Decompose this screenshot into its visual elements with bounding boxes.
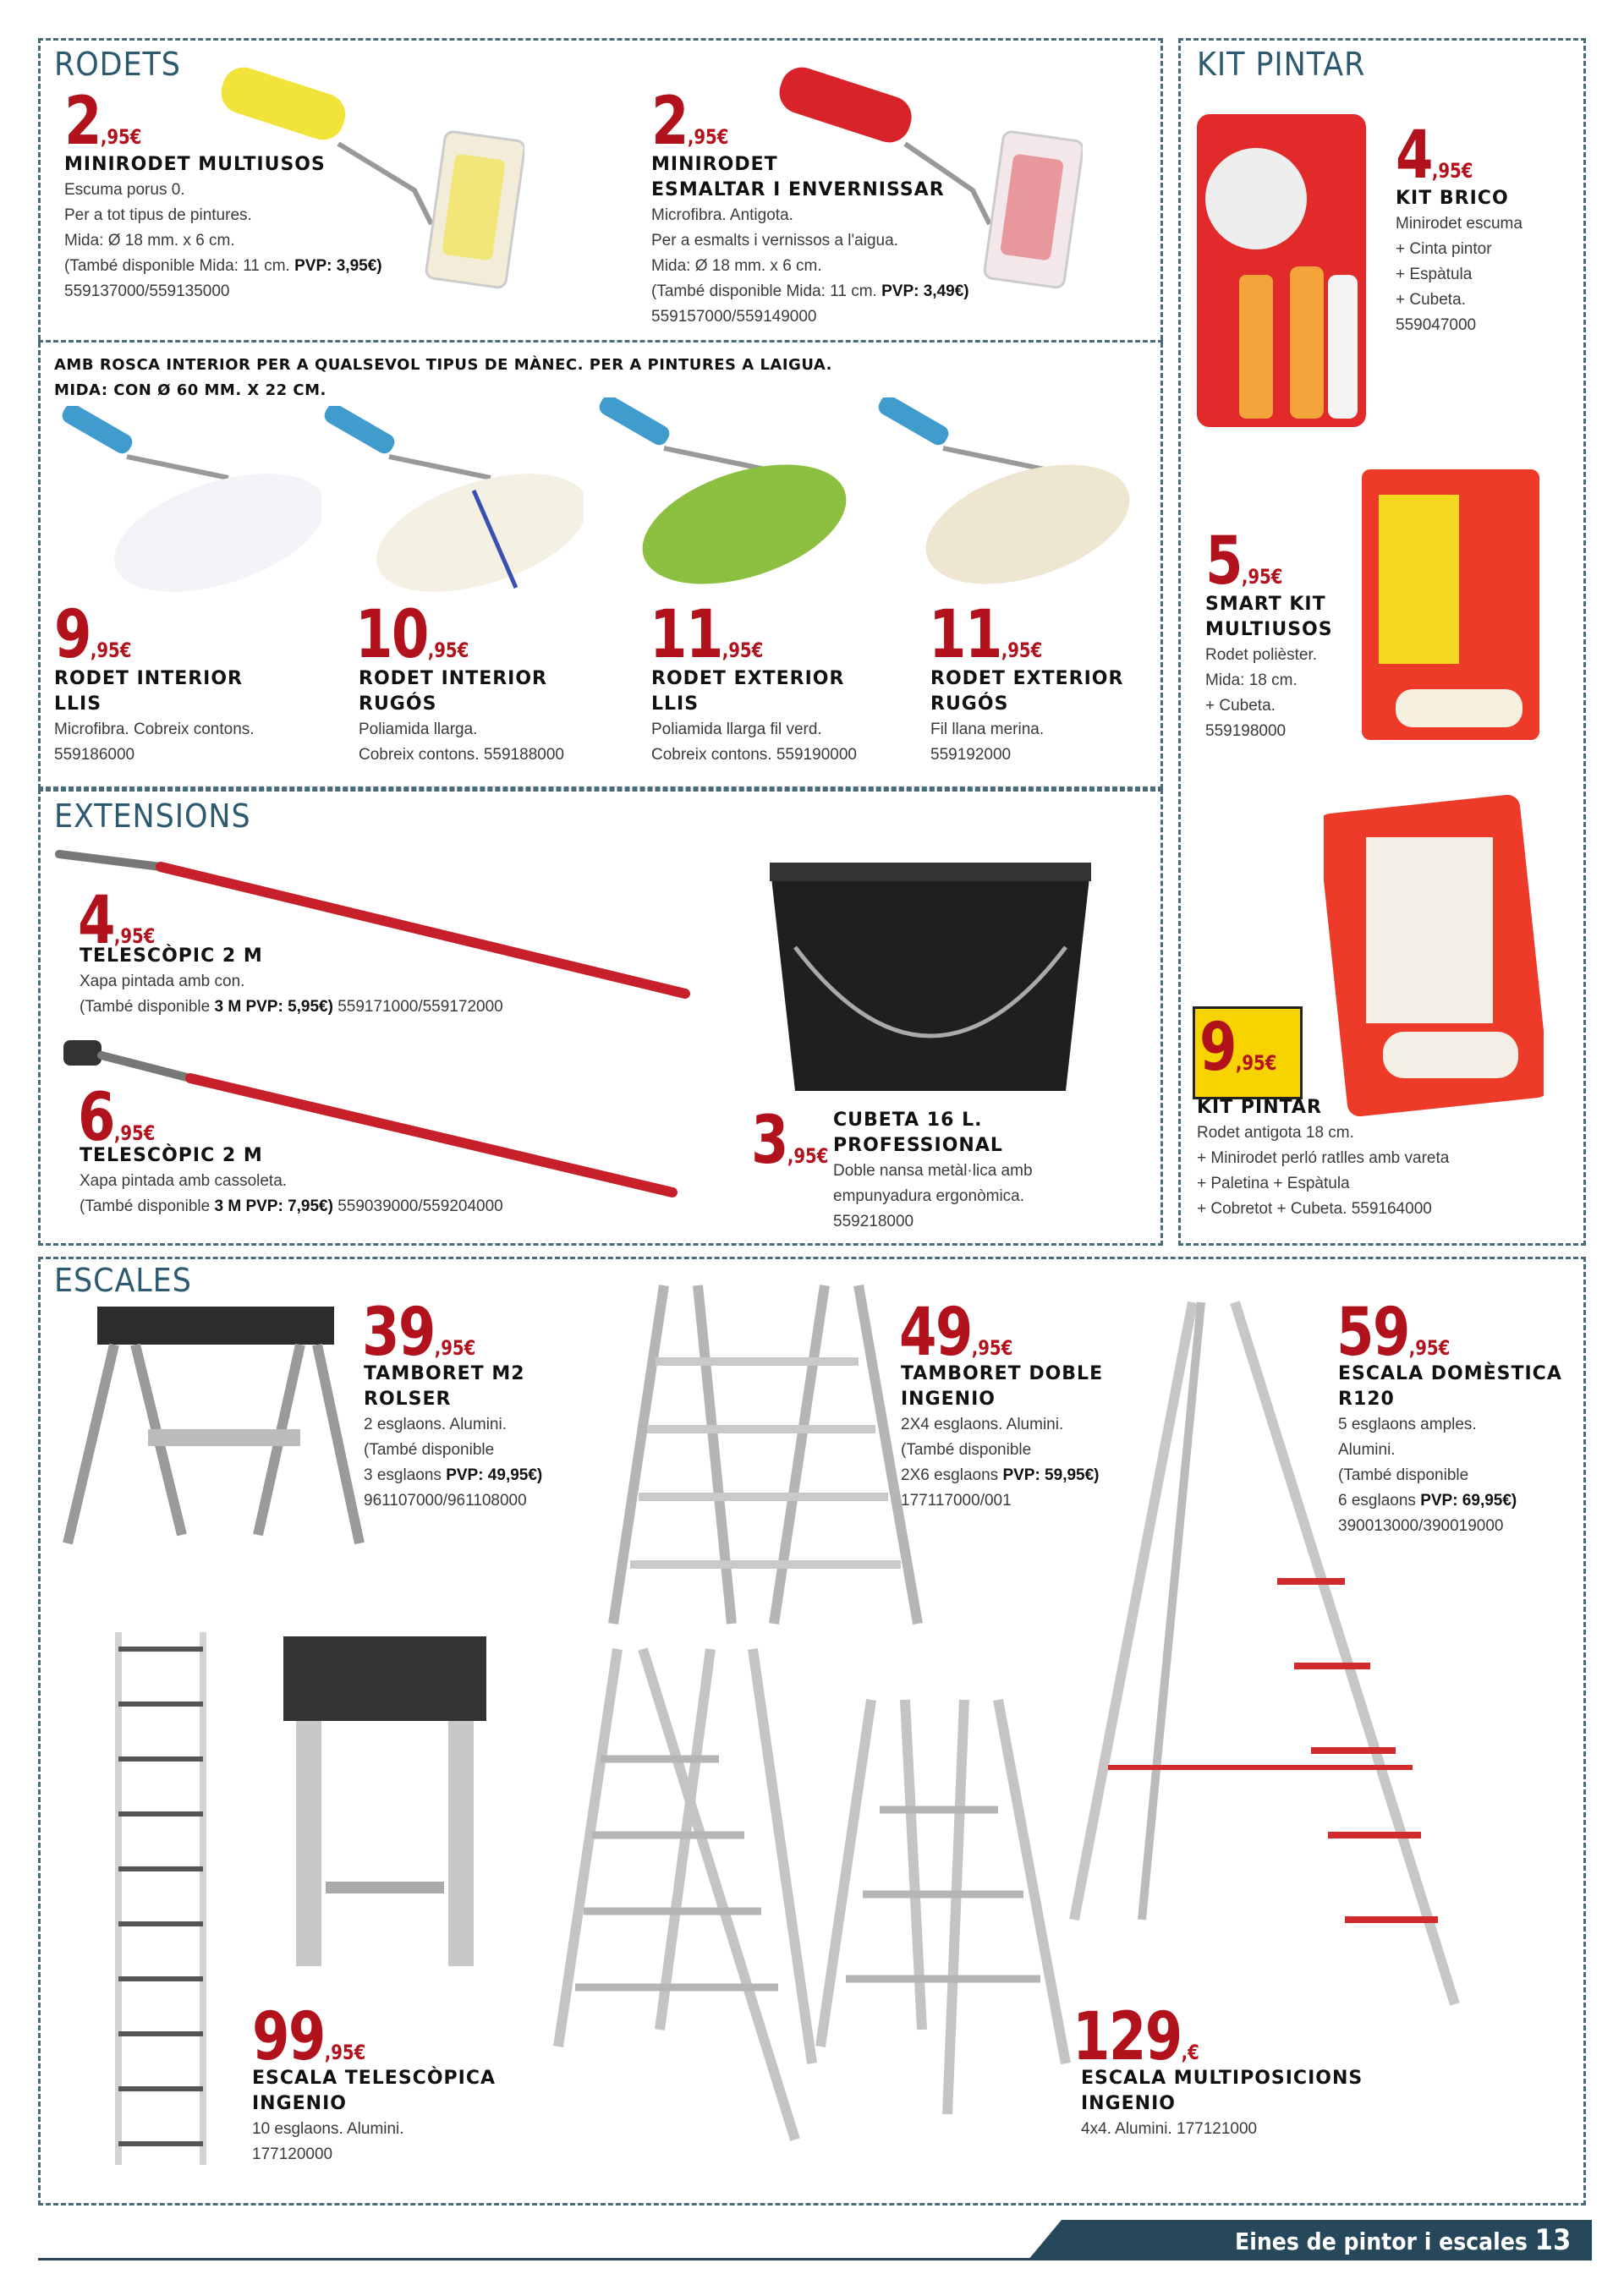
price-smart-kit: 5,95€ (1205, 523, 1283, 600)
product-name: RODET INTERIOR LLIS (54, 668, 243, 715)
product-desc: Rodet polièster. Mida: 18 cm. + Cubeta. 559198000 (1205, 646, 1318, 740)
product-name: TAMBORET M2 ROLSER (364, 1363, 525, 1410)
multiposition-ladder-image (550, 1641, 1074, 2148)
product-rodet-exterior-llis (651, 666, 930, 768)
price-escala-domestica: 59,95€ (1336, 1295, 1451, 1371)
product-smart-kit (1205, 592, 1366, 744)
price-telescopic-1: 4,95€ (78, 883, 156, 959)
telescopic-ladder-folded-image (275, 1628, 495, 1983)
size: 3 M (214, 1197, 242, 1215)
product-rodet-interior-rugos (359, 666, 638, 768)
pvp: PVP: 5,95€) (245, 998, 333, 1016)
pvp: PVP: 49,95€) (446, 1466, 543, 1484)
product-desc: Poliamida llarga fil verd. Cobreix contons. 559190000 (651, 721, 857, 764)
pvp: PVP: 69,95€) (1420, 1492, 1517, 1510)
reference: 559157000/559149000 (651, 308, 817, 326)
product-desc: Rodet antigota 18 cm. + Minirodet perló ratlles amb vareta + Paletina + Espàtula + Cobretot + Cubeta. 559164000 (1197, 1124, 1450, 1218)
price-minirodet-multiusos: 2,95€ (64, 84, 142, 160)
availability: (També disponible Mida: 11 cm. (64, 257, 290, 275)
availability: 2X6 esglaons (901, 1466, 999, 1484)
section-title-escales: ESCALES (54, 1262, 192, 1299)
product-name: TELESCÒPIC 2 M (80, 945, 263, 967)
reference: 390013000/390019000 (1338, 1517, 1504, 1535)
price-minirodet-esmaltar: 2,95€ (651, 84, 729, 160)
price-rodet-exterior-llis: 11,95€ (650, 597, 764, 673)
product-name: MINIRODET MULTIUSOS (64, 154, 326, 175)
product-escala-multiposicions (1081, 2066, 1385, 2142)
product-name: KIT BRICO (1396, 188, 1509, 209)
availability: (També disponible Mida: 11 cm. (651, 282, 877, 300)
product-desc: Doble nansa metàl·lica amb empunyadura ergonòmica. 559218000 (833, 1162, 1033, 1230)
kit-brico-image (1188, 106, 1374, 436)
product-desc: 5 esglaons amples. Alumini. (També disponible (1338, 1416, 1477, 1484)
smart-kit-image (1353, 461, 1548, 748)
product-desc: Fil llana merina. 559192000 (930, 721, 1045, 764)
rollers-note-line1: AMB ROSCA INTERIOR PER A QUALSEVOL TIPUS DE MÀNEC. PER A PINTURES A LAIGUA. (54, 356, 832, 374)
step-stool-image (55, 1298, 368, 1552)
product-rodet-exterior-rugos (930, 666, 1150, 768)
product-rodet-interior-llis (54, 666, 342, 768)
price-escala-telescopica: 99,95€ (252, 1999, 366, 2075)
product-name: RODET EXTERIOR RUGÓS (930, 668, 1124, 715)
product-cubeta (833, 1108, 1155, 1235)
price-tamboret-doble: 49,95€ (899, 1295, 1013, 1371)
product-telescopic-1 (80, 944, 621, 1020)
product-desc: 10 esglaons. Alumini. 177120000 (252, 2120, 404, 2163)
footer-rule (38, 2258, 1053, 2260)
pvp: PVP: 3,95€) (294, 257, 382, 275)
product-escala-domestica (1338, 1362, 1583, 1539)
product-desc: 2 esglaons. Alumini. (També disponible (364, 1416, 507, 1459)
product-desc: Xapa pintada amb cassoleta. (80, 1172, 288, 1190)
product-name: SMART KIT MULTIUSOS (1205, 594, 1333, 640)
product-desc: 2X4 esglaons. Alumini. (També disponible (901, 1416, 1064, 1459)
pvp: PVP: 3,49€) (881, 282, 969, 300)
reference: 177117000/001 (901, 1492, 1012, 1510)
paint-bucket-image (761, 846, 1100, 1099)
price-cubeta: 3,95€ (751, 1103, 829, 1179)
reference: 559039000/559204000 (337, 1197, 503, 1215)
section-title-rodets: RODETS (54, 46, 181, 83)
roller-green-image (588, 397, 859, 600)
product-desc: Escuma porus 0. Per a tot tipus de pintures. Mida: Ø 18 mm. x 6 cm. (64, 181, 252, 249)
section-title-kit-pintar: KIT PINTAR (1197, 46, 1366, 83)
pvp: PVP: 59,95€) (1002, 1466, 1100, 1484)
price-kit-pintar: 9,95€ (1199, 1010, 1277, 1086)
price-kit-brico: 4,95€ (1396, 118, 1473, 194)
product-name: RODET EXTERIOR LLIS (651, 668, 845, 715)
product-name: ESCALA MULTIPOSICIONS INGENIO (1081, 2068, 1363, 2114)
rodets-divider (38, 340, 1163, 342)
product-name: ESCALA DOMÈSTICA R120 (1338, 1363, 1562, 1410)
product-tamboret-m2 (364, 1362, 617, 1514)
product-telescopic-2 (80, 1143, 621, 1219)
size: 3 M (214, 998, 242, 1016)
product-desc: 4x4. Alumini. 177121000 (1081, 2120, 1258, 2138)
roller-striped-image (313, 406, 584, 609)
footer-section-name: Eines de pintor i escales (1235, 2228, 1528, 2255)
product-name: KIT PINTAR (1197, 1097, 1322, 1118)
product-name: CUBETA 16 L. PROFESSIONAL (833, 1110, 1003, 1156)
availability: (També disponible (80, 1197, 211, 1215)
product-desc: Microfibra. Antigota. Per a esmalts i vernissos a l'aigua. Mida: Ø 18 mm. x 6 cm. (651, 206, 898, 275)
reference: 961107000/961108000 (364, 1492, 527, 1510)
product-name: ESCALA TELESCÒPICA INGENIO (252, 2068, 497, 2114)
price-rodet-interior-llis: 9,95€ (54, 597, 132, 673)
page-number: 13 (1534, 2223, 1572, 2257)
pvp: PVP: 7,95€) (245, 1197, 333, 1215)
price-tamboret-m2: 39,95€ (362, 1295, 476, 1371)
price-rodet-exterior-rugos: 11,95€ (929, 597, 1043, 673)
product-name: TELESCÒPIC 2 M (80, 1145, 263, 1166)
product-kit-pintar (1197, 1095, 1577, 1222)
product-desc: Xapa pintada amb con. (80, 973, 245, 990)
reference: 559137000/559135000 (64, 282, 230, 300)
availability: 3 esglaons (364, 1466, 442, 1484)
product-minirodet-esmaltar (651, 152, 1040, 330)
price-rodet-interior-rugos: 10,95€ (355, 597, 469, 673)
double-stool-image (605, 1277, 935, 1641)
product-minirodet-multiusos (64, 152, 386, 304)
price-telescopic-2: 6,95€ (78, 1080, 156, 1156)
product-desc: Minirodet escuma + Cinta pintor + Espàtula + Cubeta. 559047000 (1396, 215, 1522, 334)
telescopic-ladder-image (106, 1624, 216, 2173)
availability: (També disponible (80, 998, 211, 1016)
reference: 559171000/559172000 (337, 998, 503, 1016)
availability: 6 esglaons (1338, 1492, 1416, 1510)
product-desc: Poliamida llarga. Cobreix contons. 559188000 (359, 721, 564, 764)
roller-wool-image (867, 397, 1138, 600)
price-escala-multiposicions: 129,€ (1073, 1999, 1199, 2075)
product-kit-brico (1396, 186, 1577, 338)
product-desc: Microfibra. Cobreix contons. 559186000 (54, 721, 255, 764)
product-name: MINIRODET ESMALTAR I ENVERNISSAR (651, 154, 945, 200)
kit-pintar-image (1324, 795, 1544, 1116)
product-name: TAMBORET DOBLE INGENIO (901, 1363, 1104, 1410)
product-name: RODET INTERIOR RUGÓS (359, 668, 547, 715)
footer-label (1235, 2222, 1571, 2260)
roller-white-image (51, 406, 321, 609)
section-title-extensions: EXTENSIONS (54, 797, 251, 835)
rollers-note-line2: MIDA: CON Ø 60 MM. X 22 CM. (54, 381, 326, 399)
product-escala-telescopica (252, 2066, 557, 2167)
